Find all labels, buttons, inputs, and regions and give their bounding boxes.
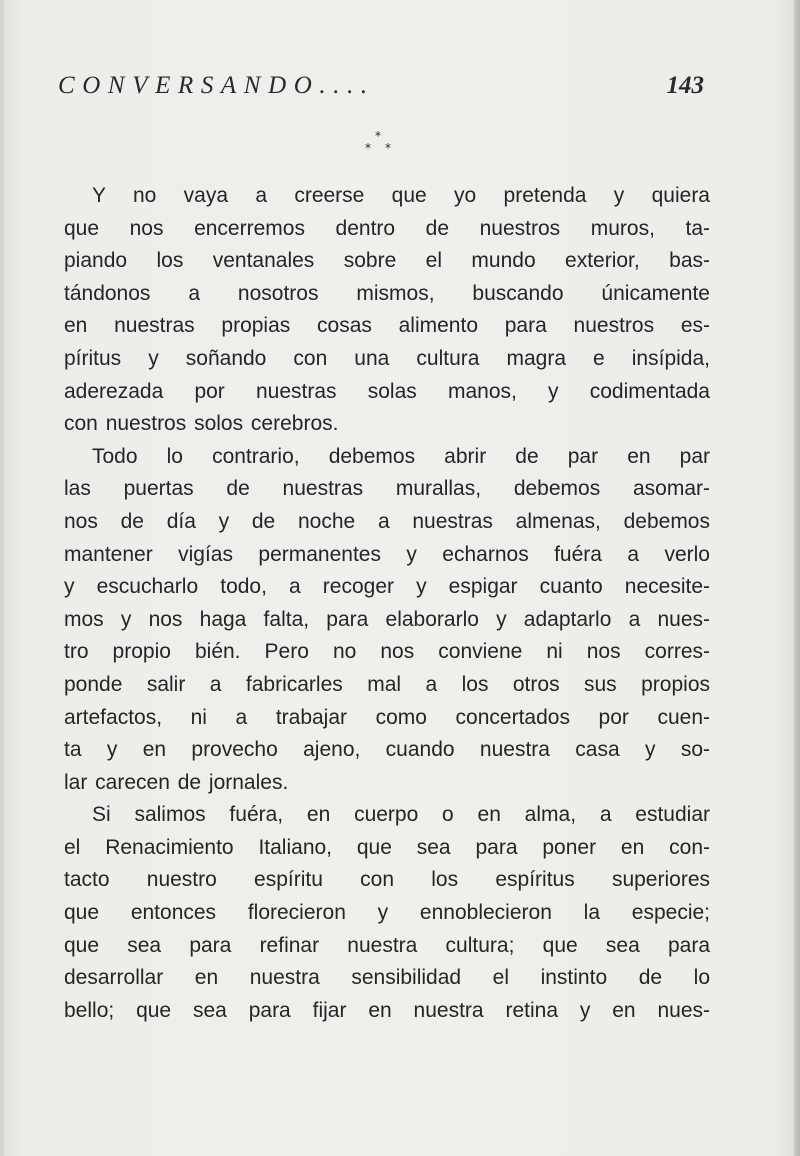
text-line: bello; que sea para fijar en nuestra retina y en nues- [64, 998, 710, 1022]
running-title: CONVERSANDO.... [58, 72, 375, 99]
asterism-star-left: * [365, 141, 371, 155]
page-left-edge [0, 0, 4, 1156]
text-line: tro propio bién. Pero no nos conviene ni nos corres- [64, 640, 710, 664]
text-line: con nuestros solos cerebros. [64, 412, 339, 436]
text-line: Todo lo contrario, debemos abrir de par en par [92, 444, 710, 468]
text-line: Y no vaya a creerse que yo pretenda y quiera [92, 184, 710, 207]
text-line: mos y nos haga falta, para elaborarlo y adaptarlo a nues- [64, 607, 710, 631]
text-line: mantener vigías permanentes y echarnos fuéra a verlo [64, 542, 710, 566]
page-header [58, 72, 704, 106]
text-line: que sea para refinar nuestra cultura; que sea para [64, 933, 710, 957]
text-line: y escucharlo todo, a recoger y espigar cuanto necesite- [64, 575, 710, 599]
text-line: píritus y soñando con una cultura magra e insípida, [64, 346, 710, 370]
page-right-edge [794, 0, 800, 1156]
text-line: nos de día y de noche a nuestras almenas, debemos [64, 509, 710, 533]
text-line: las puertas de nuestras murallas, debemos asomar- [64, 477, 710, 501]
asterism-star-top: * [375, 129, 381, 143]
text-line: piando los ventanales sobre el mundo exterior, bas- [64, 249, 710, 273]
text-line: el Renacimiento Italiano, que sea para poner en con- [64, 835, 710, 859]
text-line: aderezada por nuestras solas manos, y codimentada [64, 379, 710, 403]
asterism-ornament [360, 130, 400, 160]
text-line: en nuestras propias cosas alimento para nuestros es- [64, 314, 710, 338]
asterism-star-right: * [385, 141, 391, 155]
text-line: que entonces florecieron y ennoblecieron la especie; [64, 901, 710, 925]
text-line: tándonos a nosotros mismos, buscando únicamente [64, 281, 710, 305]
body-text [64, 180, 710, 1027]
text-line: ta y en provecho ajeno, cuando nuestra casa y so- [64, 738, 710, 762]
text-line: que nos encerremos dentro de nuestros muros, ta- [64, 216, 710, 240]
text-line: desarrollar en nuestra sensibilidad el instinto de lo [64, 966, 710, 990]
page-number: 143 [666, 72, 704, 99]
text-line: Si salimos fuéra, en cuerpo o en alma, a estudiar [92, 803, 710, 827]
text-line: artefactos, ni a trabajar como concertados por cuen- [64, 705, 710, 729]
text-line: lar carecen de jornales. [64, 770, 289, 794]
text-line: tacto nuestro espíritu con los espíritus superiores [64, 868, 710, 892]
text-line: ponde salir a fabricarles mal a los otros sus propios [64, 672, 710, 696]
